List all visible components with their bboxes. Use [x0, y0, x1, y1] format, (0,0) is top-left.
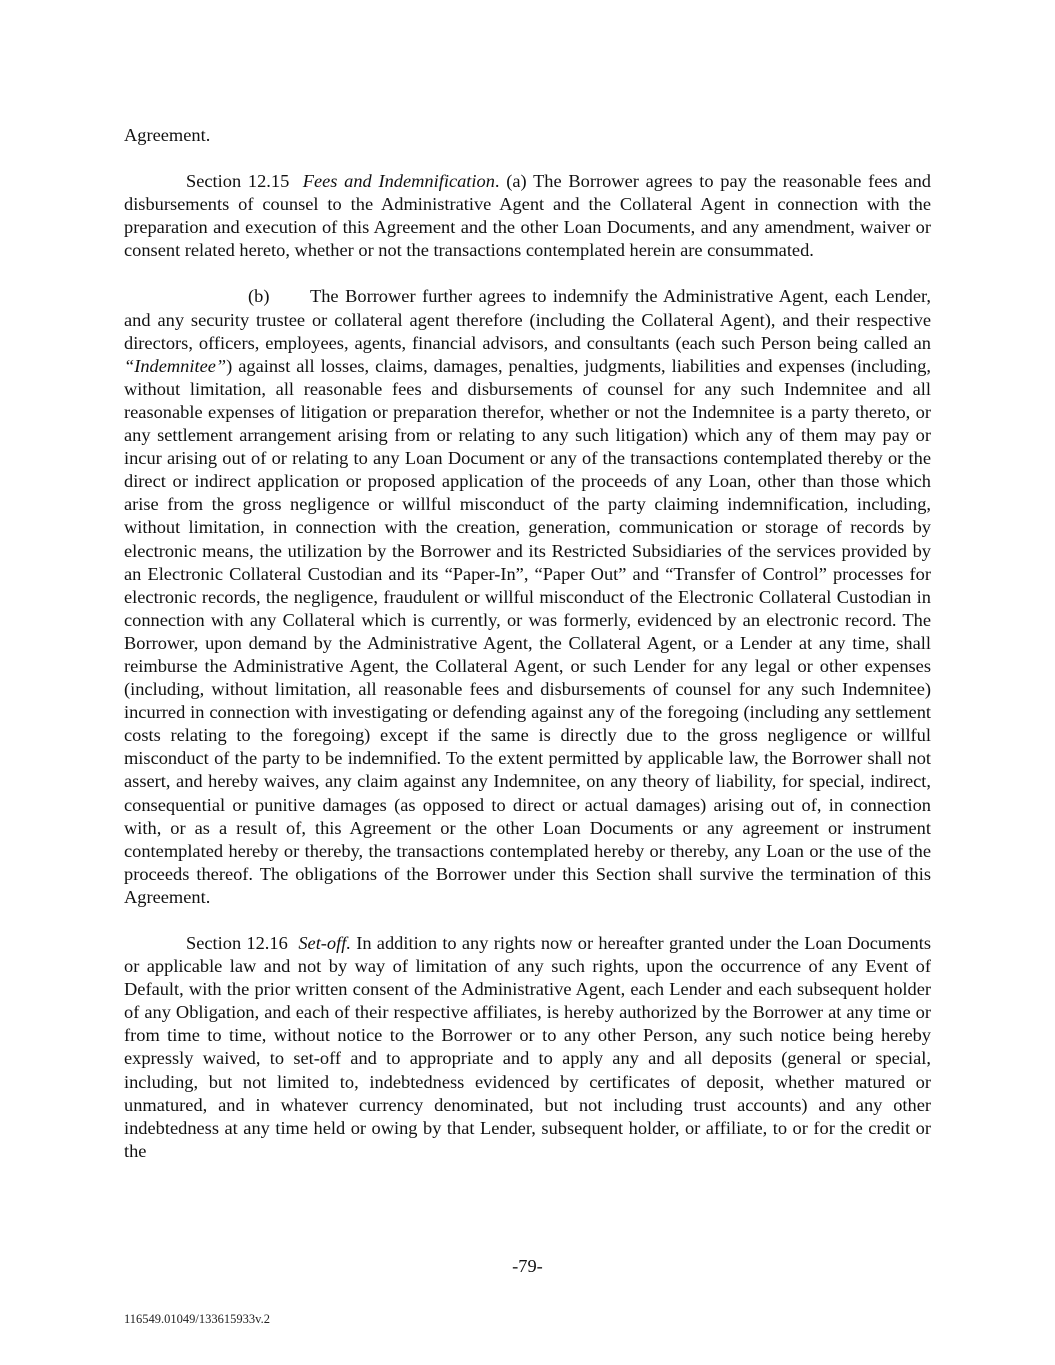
section-12-16-text: In addition to any rights now or hereafter granted under the Loan Documents or applicable law and not by way of limitation of any such rights, upon the occurrence of any Event of Default, with the prior written consent of the Administrative Agent, each Lender and each subsequent holder of any Obligation, and each of their respective affiliates, is hereby authorized by the Borrower at any time or from time to time, without notice to the Borrower or to any other Person, any such notice being hereby expressly waived, to set-off and to appropriate and to apply any and all deposits (general or special, including, but not limited to, indebtedness evidenced by certificates of deposit, whether matured or unmatured, and in whatever currency denominated, but not including trust accounts) and any other indebtedness at any time held or owing by that Lender, subsequent holder, or affiliate, to or for the credit or the — [124, 933, 932, 1161]
section-12-15-heading: Section 12.15 — [186, 171, 290, 192]
section-12-15-title: Fees and Indemnification — [302, 171, 495, 192]
page-number: -79- — [512, 1256, 543, 1276]
document-body — [124, 124, 931, 1163]
section-12-15-paragraph-a — [124, 170, 931, 262]
section-12-15-paragraph-b — [124, 285, 931, 909]
defined-term-indemnitee: “Indemnitee” — [124, 355, 227, 376]
section-12-15-title-period: . — [494, 171, 500, 192]
section-12-15-text-b-part1: The Borrower further agrees to indemnify the Administrative Agent, each Lender, and any security trustee or collateral agent therefore (including the Collateral Agent), and their respective directors, officers, employees, agents, financial advisors, and consultants (each such Person being called an — [124, 286, 931, 353]
subsection-b-label: (b) — [248, 286, 270, 307]
section-12-15-text-a: (a) The Borrower agrees to pay the reasonable fees and disbursements of counsel to the Administrative Agent and the Collateral Agent in connection with the preparation and execution of this Agreement and the other Loan Documents, and any amendment, waiver or consent related hereto, whether or not the transactions contemplated herein are consummated. — [124, 171, 931, 261]
continuation-text: Agreement. — [124, 125, 211, 145]
section-12-16-title: Set-off. — [298, 933, 351, 953]
section-12-15-text-b-part2: ) against all losses, claims, damages, penalties, judgments, liabilities and expenses (including, without limitation, all reasonable fees and disbursements of counsel for any such Indemnitee and all reasonable expenses of litigation or preparation therefor, whether or not the Indemnitee is a party thereto, or any settlement arrangement arising from or relating to any such litigation) which any of them may pay or incur arising out of or relating to any Loan Document or any of the transactions contemplated thereby or the direct or indirect application or proposed application of the proceeds of any Loan, other than those which arise from the gross negligence or willful misconduct of the party claiming indemnification, including, without limitation, in connection with the creation, generation, communication or storage of records by electronic means, the utilization by the Borrower and its Restricted Subsidiaries of the services provided by an Electronic Collateral Custodian and its “Paper-In”, “Paper Out” and “Transfer of Control” processes for electronic records, the negligence, fraudulent or willful misconduct of the Electronic Collateral Custodian in connection with any Collateral which is currently, or was formerly, evidenced by an electronic record. The Borrower, upon demand by the Administrative Agent, the Collateral Agent, or a Lender at any time, shall reimburse the Administrative Agent, the Collateral Agent, or such Lender for any legal or other expenses (including, without limitation, all reasonable fees and disbursements of counsel for any such Indemnitee) incurred in connection with investigating or defending against any of the foregoing (including any settlement costs relating to the foregoing) except if the same is directly due to the gross negligence or willful misconduct of the party to be indemnified. To the extent permitted by applicable law, the Borrower shall not assert, and hereby waives, any claim against any Indemnitee, on any theory of liability, for special, indirect, consequential or punitive damages (as opposed to direct or actual damages) arising out of, in connection with, or as a result of, this Agreement or the other Loan Documents or any agreement or instrument contemplated hereby or thereby, the transactions contemplated hereby or thereby, any Loan or the use of the proceeds thereof. The obligations of the Borrower under this Section shall survive the termination of this Agreement. — [124, 355, 931, 907]
section-12-16-heading: Section 12.16 — [186, 933, 288, 953]
section-12-16-paragraph — [124, 932, 931, 1163]
document-id: 116549.01049/133615933v.2 — [124, 1312, 270, 1326]
continuation-paragraph — [124, 124, 931, 147]
